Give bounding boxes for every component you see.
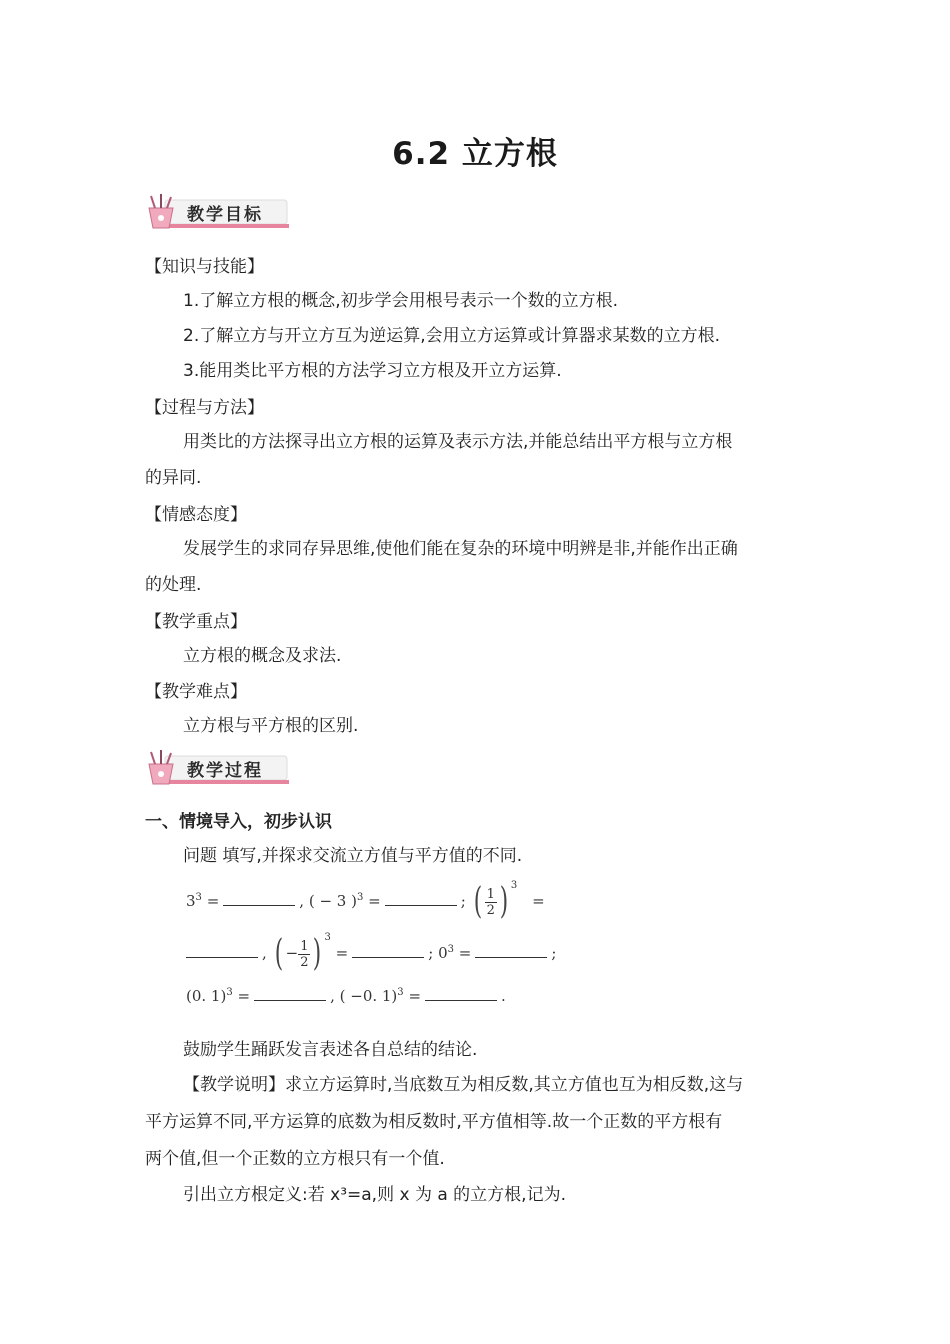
math-row-3: (0. 1)$^3$ = , ( −0. 1)$^3$ = . bbox=[186, 987, 506, 1005]
knowledge-item: 3.能用类比平方根的方法学习立方根及开立方运算. bbox=[183, 361, 562, 381]
answer-blank bbox=[475, 943, 547, 958]
answer-blank bbox=[254, 986, 326, 1001]
answer-blank bbox=[352, 943, 424, 958]
answer-blank bbox=[385, 891, 457, 906]
math-row-1: $3^3$ = , ( − 3 )$^3$ = ; ( $\frac{1}{2}$ ) $^3$ = bbox=[186, 880, 545, 922]
difficulty-heading: 【教学难点】 bbox=[145, 682, 247, 702]
section-banner-goals bbox=[143, 192, 293, 232]
key-point-heading: 【教学重点】 bbox=[145, 612, 247, 632]
process-text: 用类比的方法探寻出立方根的运算及表示方法,并能总结出平方根与立方根 bbox=[183, 432, 733, 452]
answer-blank bbox=[425, 986, 497, 1001]
teaching-note: 【教学说明】求立方运算时,当底数互为相反数,其立方值也互为相反数,这与 bbox=[183, 1075, 744, 1095]
teaching-note: 两个值,但一个正数的立方根只有一个值. bbox=[145, 1149, 445, 1169]
section-heading: 一、情境导入，初步认识 bbox=[145, 812, 332, 832]
section-banner-process bbox=[143, 748, 293, 788]
answer-blank bbox=[186, 943, 258, 958]
knowledge-heading: 【知识与技能】 bbox=[145, 257, 264, 277]
knowledge-item: 1.了解立方根的概念,初步学会用根号表示一个数的立方根. bbox=[183, 291, 619, 311]
process-heading: 【过程与方法】 bbox=[145, 398, 264, 418]
key-point-text: 立方根的概念及求法. bbox=[183, 646, 342, 666]
emotion-text: 的处理. bbox=[145, 575, 202, 595]
math-row-2: , ( − $\frac{1}{2}$ ) $^3$ = ; $0^3$ = ; bbox=[186, 932, 556, 972]
encourage-text: 鼓励学生踊跃发言表述各自总结的结论. bbox=[183, 1040, 478, 1060]
teaching-note: 平方运算不同,平方运算的底数为相反数时,平方值相等.故一个正数的平方根有 bbox=[145, 1112, 723, 1132]
banner-label: 教学过程 bbox=[187, 761, 263, 781]
question-text: 问题 填写,并探求交流立方值与平方值的不同. bbox=[183, 846, 523, 866]
process-text: 的异同. bbox=[145, 468, 202, 488]
difficulty-text: 立方根与平方根的区别. bbox=[183, 716, 359, 736]
knowledge-item: 2.了解立方与开立方互为逆运算,会用立方运算或计算器求某数的立方根. bbox=[183, 326, 721, 346]
page-title: 6.2 立方根 bbox=[392, 136, 558, 172]
banner-label: 教学目标 bbox=[187, 205, 263, 225]
definition-text: 引出立方根定义:若 x³=a,则 x 为 a 的立方根,记为. bbox=[183, 1185, 566, 1205]
emotion-heading: 【情感态度】 bbox=[145, 505, 247, 525]
emotion-text: 发展学生的求同存异思维,使他们能在复杂的环境中明辨是非,并能作出正确 bbox=[183, 539, 738, 559]
answer-blank bbox=[223, 891, 295, 906]
